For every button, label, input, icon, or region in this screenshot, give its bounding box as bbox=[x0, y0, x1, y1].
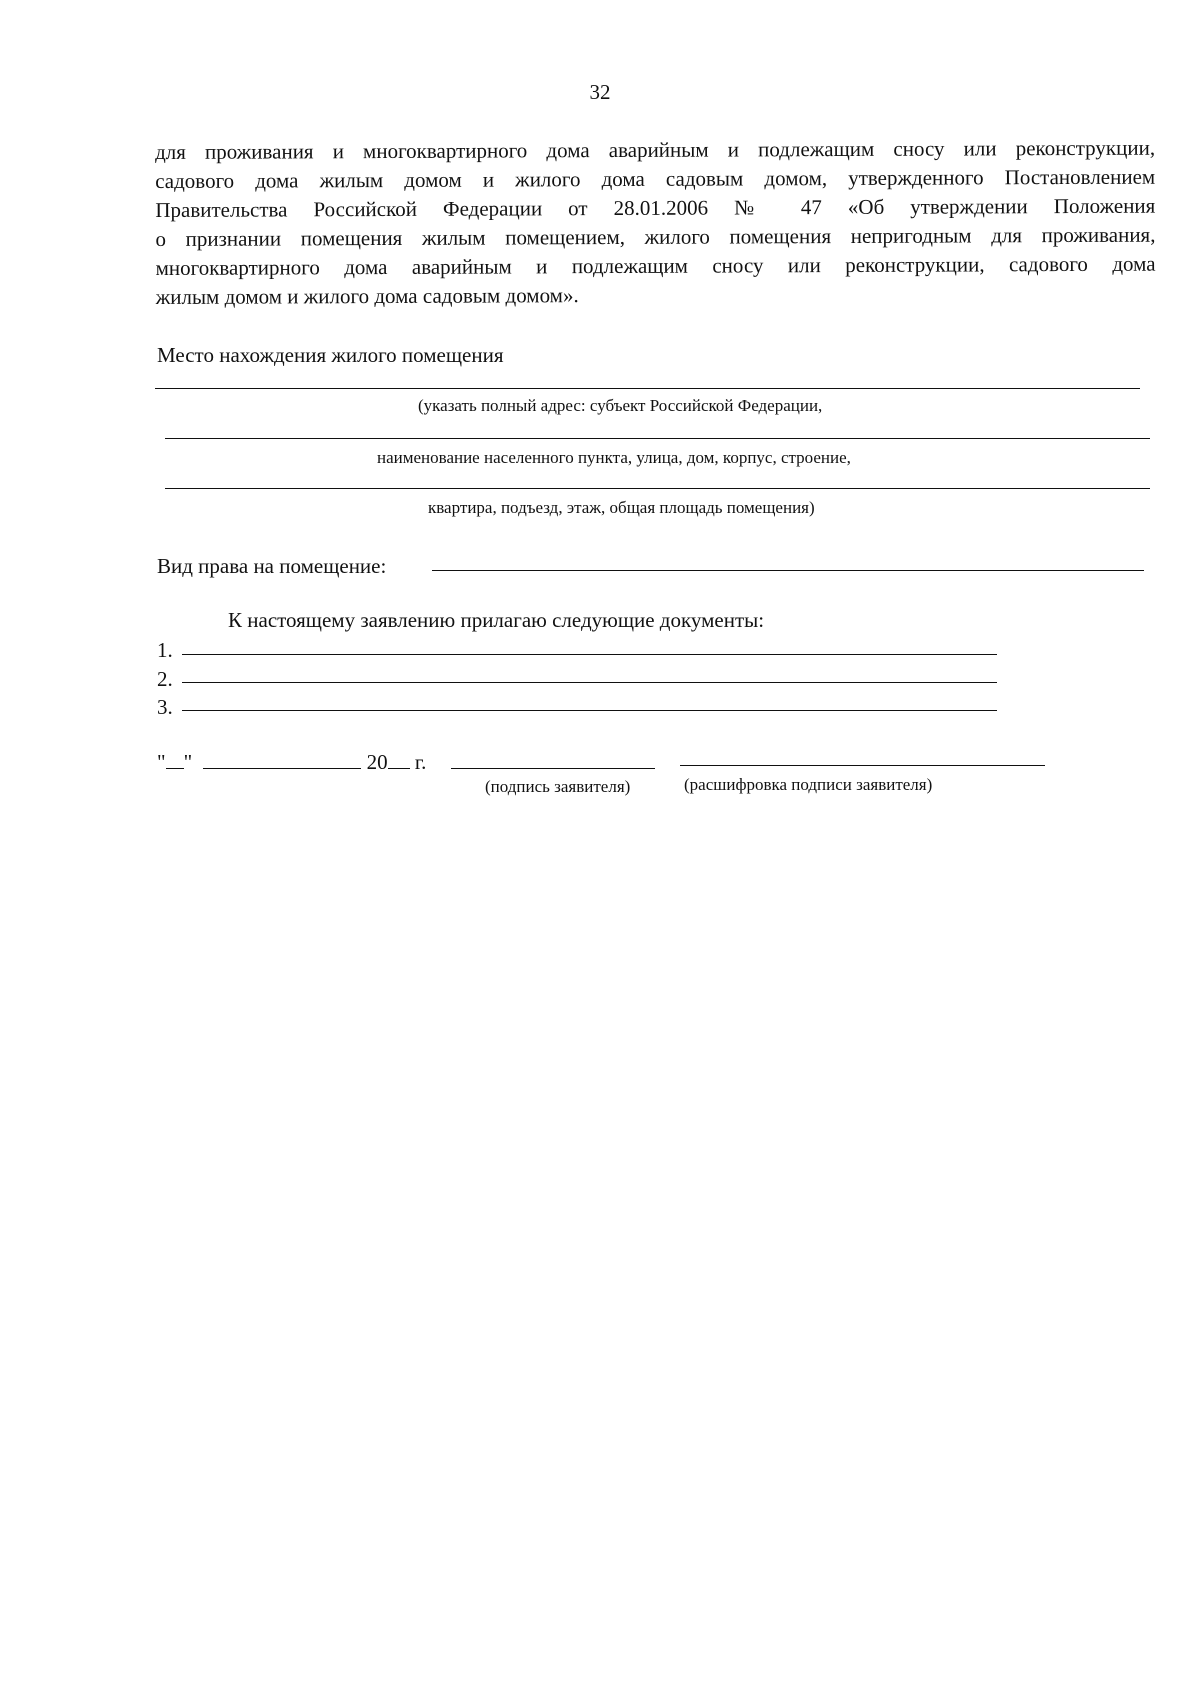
right-type-label: Вид права на помещение: bbox=[157, 554, 387, 578]
page-number: 32 bbox=[589, 80, 611, 104]
year-prefix: 20 bbox=[366, 750, 388, 774]
year-field[interactable] bbox=[388, 750, 410, 769]
attachment-number-1: 1. bbox=[157, 638, 173, 662]
right-type-field[interactable] bbox=[432, 570, 1144, 571]
year-suffix: г. bbox=[414, 750, 427, 774]
address-line-2[interactable] bbox=[165, 438, 1150, 439]
address-hint-3: квартира, подъезд, этаж, общая площадь помещения) bbox=[428, 498, 815, 517]
quote-close: " bbox=[183, 750, 193, 774]
paragraph-line: для проживания и многоквартирного дома аварийным и подлежащим сносу или реконструкции, bbox=[155, 135, 1156, 164]
attachment-field-3[interactable] bbox=[182, 710, 997, 711]
month-field[interactable] bbox=[203, 750, 361, 769]
attachment-field-2[interactable] bbox=[182, 682, 997, 683]
day-field[interactable] bbox=[166, 750, 184, 769]
paragraph-line: о признании помещения жилым помещением, жилого помещения непригодным для проживания, bbox=[155, 222, 1156, 251]
paragraph-line: садового дома жилым домом и жилого дома садовым домом, утвержденного Постановлением bbox=[155, 164, 1156, 193]
location-label: Место нахождения жилого помещения bbox=[157, 343, 504, 367]
signature-decoding-field[interactable] bbox=[680, 765, 1045, 766]
attachment-number-2: 2. bbox=[157, 667, 173, 691]
attachment-field-1[interactable] bbox=[182, 654, 997, 655]
address-line-3[interactable] bbox=[165, 488, 1150, 489]
signature-caption: (подпись заявителя) bbox=[485, 777, 631, 796]
attachment-number-3: 3. bbox=[157, 695, 173, 719]
body-paragraph bbox=[155, 134, 1156, 312]
quote-open: " bbox=[157, 750, 166, 774]
address-hint-2: наименование населенного пункта, улица, дом, корпус, строение, bbox=[377, 448, 851, 467]
paragraph-line: жилым домом и жилого дома садовым домом». bbox=[155, 283, 579, 309]
address-line-1[interactable] bbox=[155, 388, 1140, 389]
date-row bbox=[157, 750, 426, 775]
address-hint-1: (указать полный адрес: субъект Российской Федерации, bbox=[418, 396, 823, 415]
attachments-intro: К настоящему заявлению прилагаю следующие документы: bbox=[228, 608, 765, 632]
signature-field[interactable] bbox=[451, 768, 655, 769]
signature-decoding-caption: (расшифровка подписи заявителя) bbox=[684, 775, 933, 794]
paragraph-line: Правительства Российской Федерации от 28.01.2006 № 47 «Об утверждении Положения bbox=[155, 193, 1156, 222]
paragraph-line: многоквартирного дома аварийным и подлежащим сносу или реконструкции, садового дома bbox=[155, 251, 1156, 280]
